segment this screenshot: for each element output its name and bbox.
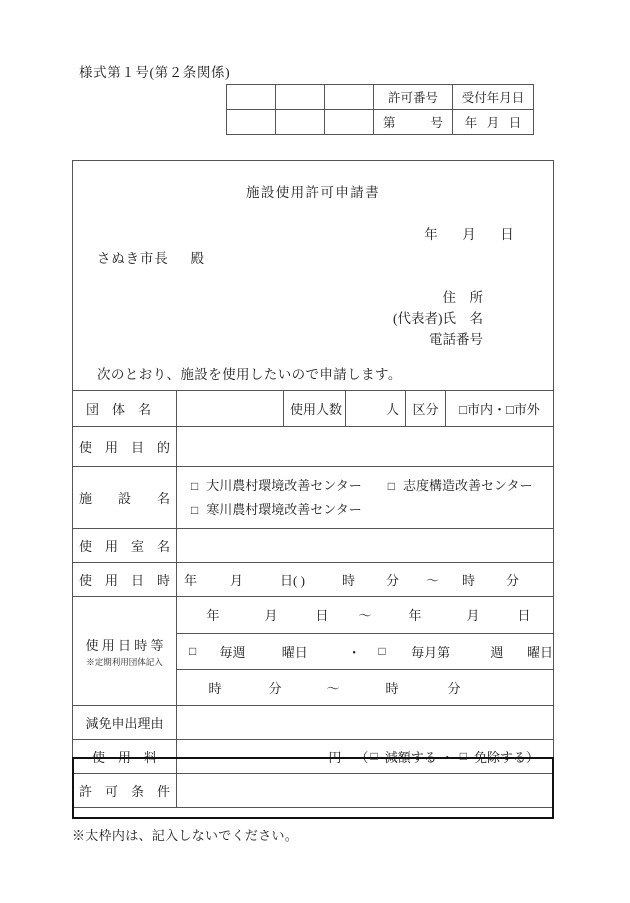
datetime-etc-subtable [177, 597, 553, 705]
table-row-fee [73, 740, 554, 774]
receipt-table-header-row [227, 85, 534, 110]
period-to-year: 年 [408, 608, 422, 624]
receipt-blank-cell-3 [325, 85, 374, 110]
facility-option-1[interactable] [191, 474, 362, 498]
table-row-datetime [73, 563, 554, 597]
checkbox-icon: □ [191, 502, 199, 517]
room-input[interactable] [177, 529, 554, 563]
period-line [177, 605, 553, 624]
table-row-purpose [73, 427, 554, 467]
period-from-day: 日 [315, 608, 329, 624]
time-min-to: 分 [447, 680, 461, 696]
facility-option-2-label: 志度構造改善センター [402, 477, 533, 493]
addressee-line [97, 247, 205, 267]
monthly-week-label: 週 [490, 644, 504, 660]
fee-line [183, 747, 547, 766]
receipt-blank-value-3[interactable] [325, 110, 374, 135]
datetime-etc-time[interactable] [177, 669, 553, 705]
receipt-blank-value-1[interactable] [227, 110, 276, 135]
period-from-month: 月 [264, 608, 278, 624]
application-year-label: 年 [424, 227, 438, 242]
facility-option-1-label: 大川農村環境改善センター [206, 477, 362, 493]
monthly-day-label: 曜日 [526, 644, 553, 660]
checkbox-icon: □ [387, 478, 395, 493]
datetime-min-from: 分 [386, 573, 400, 588]
reduction-reason-input[interactable] [177, 706, 554, 740]
checkbox-icon: □ [378, 643, 386, 658]
weekly-label: 毎週 [219, 644, 246, 660]
application-date-line[interactable] [412, 223, 526, 243]
table-row-reduction-reason [73, 706, 554, 740]
datetime-etc-recurrence-row [177, 633, 553, 669]
datetime-etc-recurrence[interactable] [177, 633, 553, 669]
received-date-header: 受付年月日 [453, 85, 534, 110]
fee-input[interactable] [177, 740, 554, 774]
received-day-label: 日 [508, 116, 522, 130]
receipt-blank-cell-2 [276, 85, 325, 110]
facility-options-cell [177, 467, 554, 529]
table-row-datetime-etc [73, 597, 554, 706]
people-count-input[interactable]: 人 [346, 391, 406, 427]
table-row-permit-conditions [73, 774, 554, 808]
applicant-phone-label: 電話番号 [429, 332, 483, 347]
checkbox-icon: □ [191, 478, 199, 493]
period-to-month: 月 [466, 608, 480, 624]
receipt-table [226, 84, 534, 135]
datetime-input[interactable] [177, 563, 554, 597]
application-statement: 次のとおり、施設を使用したいので申請します。 [97, 367, 402, 382]
datetime-etc-label-text: 使 用 日 時 等 [85, 637, 164, 653]
fee-label: 使 用 料 [73, 740, 177, 774]
period-from-year: 年 [206, 608, 220, 624]
weekly-day-label: 曜日 [281, 644, 308, 660]
permit-number-value[interactable] [374, 110, 453, 135]
purpose-label: 使 用 目 的 [73, 427, 177, 467]
recurrence-separator: ・ [347, 644, 361, 660]
datetime-etc-cell [177, 597, 554, 706]
application-month-label: 月 [462, 227, 476, 242]
group-name-input[interactable] [177, 391, 284, 427]
fee-open-paren: （ [355, 750, 369, 765]
kubun-options[interactable]: □市内・□市外 [446, 391, 554, 427]
datetime-hour-to: 時 [462, 573, 476, 588]
time-line [177, 678, 553, 697]
facility-option-2[interactable] [388, 474, 533, 498]
checkbox-icon: □ [459, 749, 467, 763]
datetime-tilde: ～ [426, 573, 440, 588]
facility-option-3[interactable] [191, 498, 362, 522]
form-number-label: 様式第１号(第２条関係) [79, 65, 231, 80]
applicant-block [393, 287, 483, 350]
document-title: 施設使用許可申請書 [245, 185, 381, 200]
datetime-year: 年 [184, 573, 198, 588]
receipt-blank-cell-1 [227, 85, 276, 110]
purpose-input[interactable] [177, 427, 554, 467]
applicant-address-label: 住 所 [442, 290, 483, 305]
group-name-label-text: 団 体 名 [86, 402, 152, 417]
reduction-reason-label: 減免申出理由 [73, 706, 177, 740]
permit-number-prefix: 第 [383, 116, 396, 130]
table-row-room [73, 529, 554, 563]
datetime-etc-label [73, 597, 177, 706]
permit-conditions-label: 許 可 条 件 [73, 774, 177, 808]
received-year-label: 年 [464, 116, 478, 130]
time-min-from: 分 [268, 680, 282, 696]
table-row-facility [73, 467, 554, 529]
permit-number-suffix: 号 [430, 116, 443, 130]
footnote-text: ※太枠内は、記入しないでください。 [72, 828, 299, 843]
time-hour-from: 時 [208, 680, 222, 696]
table-row-group-name [73, 391, 554, 427]
room-label: 使 用 室 名 [73, 529, 177, 563]
time-tilde: ～ [326, 680, 340, 696]
application-main-table [72, 390, 554, 808]
datetime-label: 使 用 日 時 [73, 563, 177, 597]
checkbox-icon: □ [189, 643, 197, 658]
datetime-etc-note: ※定期利用団体記入 [86, 656, 163, 667]
facility-label: 施 設 名 [73, 467, 177, 529]
fee-separator: ・ [440, 750, 454, 765]
period-tilde: ～ [358, 608, 372, 624]
fee-close-paren: ） [525, 750, 539, 765]
facility-options-list [183, 470, 547, 526]
application-day-label: 日 [500, 227, 514, 242]
recurrence-line [177, 642, 553, 661]
datetime-etc-period-row [177, 597, 553, 633]
fee-reduce-label: 減額する [384, 750, 437, 765]
period-to-day: 日 [517, 608, 531, 624]
datetime-line [183, 570, 547, 589]
permit-number-header: 許可番号 [374, 85, 453, 110]
fee-currency-label: 円 [328, 750, 342, 765]
people-count-label: 使用人数 [284, 391, 346, 427]
datetime-hour-from: 時 [342, 573, 356, 588]
datetime-etc-time-row [177, 669, 553, 705]
group-name-label [73, 391, 177, 427]
addressee-honorific: 殿 [190, 251, 205, 266]
applicant-name-label: (代表者)氏 名 [393, 311, 483, 326]
permit-conditions-input[interactable] [177, 774, 554, 808]
datetime-day: 日( ) [280, 573, 305, 588]
kubun-label: 区分 [406, 391, 446, 427]
receipt-table-value-row [227, 110, 534, 135]
datetime-etc-period[interactable] [177, 597, 553, 633]
checkbox-icon: □ [370, 749, 378, 763]
monthly-label: 毎月第 [411, 644, 451, 660]
facility-option-3-label: 寒川農村環境改善センター [206, 501, 362, 517]
datetime-min-to: 分 [506, 573, 520, 588]
fee-exempt-label: 免除する [473, 750, 526, 765]
time-hour-to: 時 [385, 680, 399, 696]
addressee-name: さぬき市長 [97, 251, 169, 266]
receipt-blank-value-2[interactable] [276, 110, 325, 135]
received-date-value[interactable] [453, 110, 534, 135]
received-month-label: 月 [486, 116, 500, 130]
datetime-month: 月 [230, 573, 244, 588]
